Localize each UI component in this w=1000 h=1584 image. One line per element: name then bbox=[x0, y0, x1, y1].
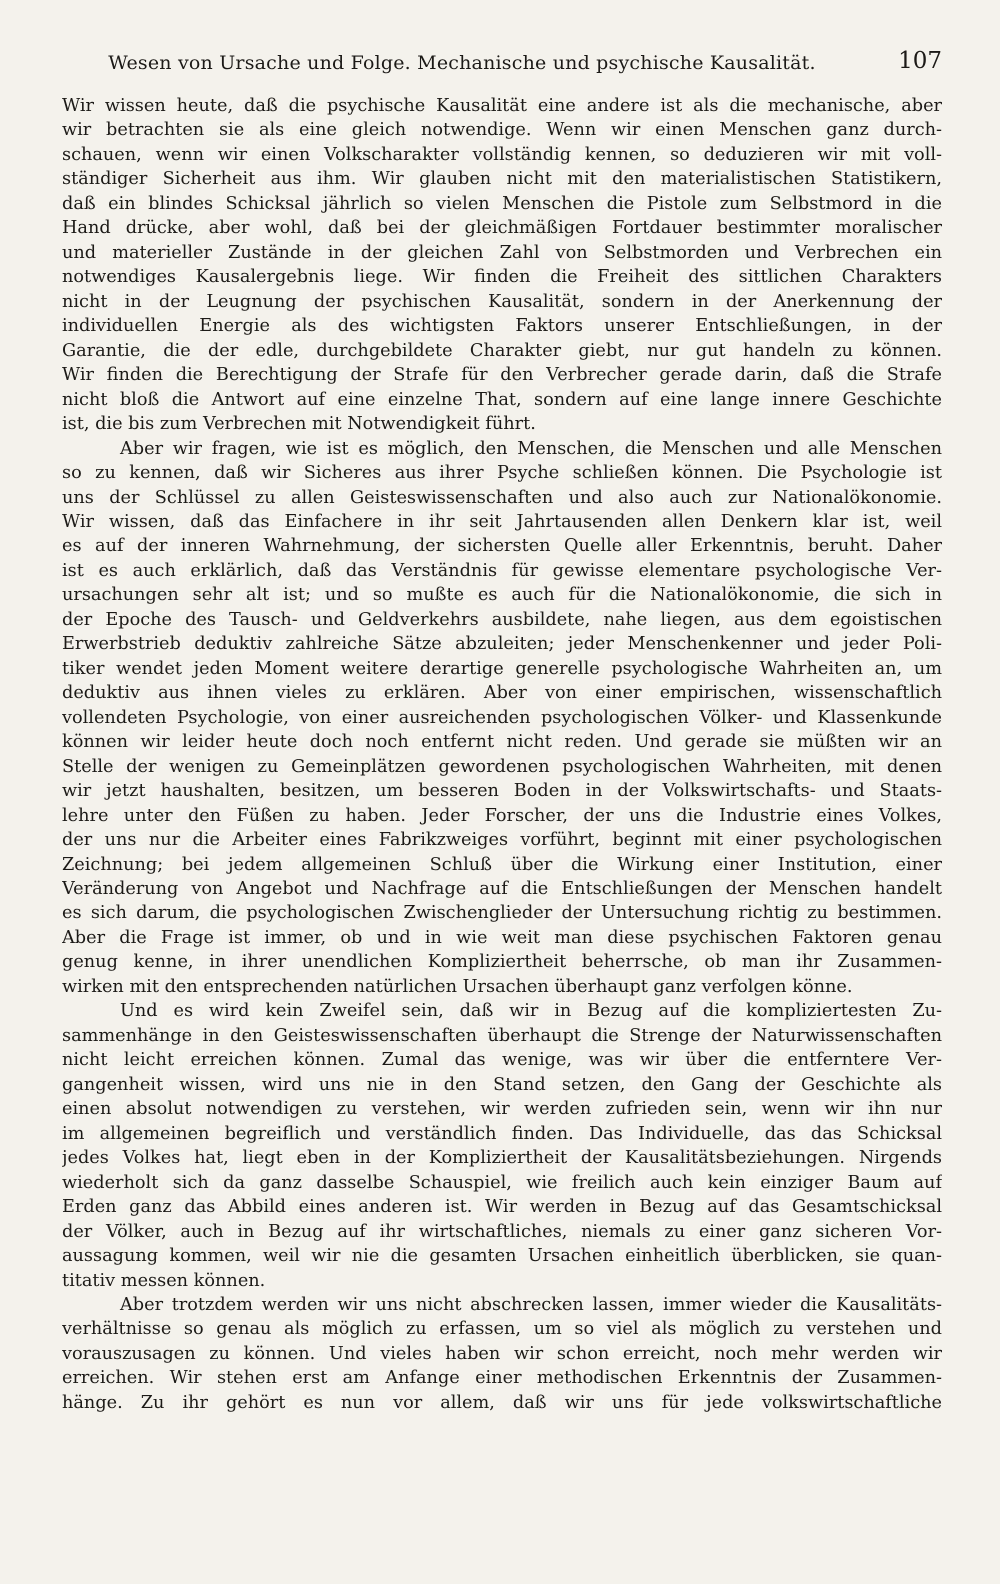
text-line: Wir wissen heute, daß die psychische Kausalität eine andere ist als die mechanische, aber bbox=[62, 96, 942, 116]
text-line: Wir wissen, daß das Einfachere in ihr seit Jahrtausenden allen Denkern klar ist, weil bbox=[62, 511, 942, 532]
text-line: ursachungen sehr alt ist; und so mußte es auch für die Nationalökonomie, die sich in bbox=[62, 585, 942, 606]
body-text bbox=[62, 94, 942, 1415]
text-line: aussagung kommen, weil wir nie die gesamten Ursachen einheitlich überblicken, sie quan- bbox=[62, 1246, 942, 1267]
text-line: nicht leicht erreichen können. Zumal das wenige, was wir über die entferntere Ver- bbox=[62, 1050, 942, 1071]
text-line: erreichen. Wir stehen erst am Anfange einer methodischen Erkenntnis der Zusammen- bbox=[62, 1368, 942, 1389]
text-line: Erwerbstrieb deduktiv zahlreiche Sätze abzuleiten; jeder Menschenkenner und jeder Poli- bbox=[62, 634, 942, 655]
text-line: es auf der inneren Wahrnehmung, der sichersten Quelle aller Erkenntnis, beruht. Daher bbox=[62, 536, 942, 557]
text-line: wir betrachten sie als eine gleich notwendige. Wenn wir einen Menschen ganz durch- bbox=[62, 120, 942, 141]
text-line: der uns nur die Arbeiter eines Fabrikzweiges vorführt, beginnt mit einer psychologischen bbox=[62, 830, 942, 851]
text-line: einen absolut notwendigen zu verstehen, wir werden zufrieden sein, wenn wir ihn nur bbox=[62, 1099, 942, 1120]
page-number: 107 bbox=[898, 48, 942, 74]
text-line: hänge. Zu ihr gehört es nun vor allem, daß wir uns für jede volkswirtschaftliche bbox=[62, 1392, 942, 1413]
text-line: genug kenne, in ihrer unendlichen Kompliziertheit beherrsche, ob man ihr Zusammen- bbox=[62, 952, 942, 973]
paragraph-start-line: Und es wird kein Zweifel sein, daß wir in Bezug auf die kompliziertesten Zu- bbox=[120, 1001, 942, 1022]
text-line: nicht bloß die Antwort auf eine einzelne That, sondern auf eine lange innere Geschichte bbox=[62, 389, 942, 410]
text-line: so zu kennen, daß wir Sicheres aus ihrer Psyche schließen können. Die Psychologie ist bbox=[62, 463, 942, 484]
text-line: Veränderung von Angebot und Nachfrage auf die Entschließungen der Menschen handelt bbox=[62, 879, 942, 899]
paragraph-start-line: Aber wir fragen, wie ist es möglich, den Menschen, die Menschen und alle Menschen bbox=[120, 438, 942, 459]
text-line: Wir finden die Berechtigung der Strafe für den Verbrecher gerade darin, daß die Strafe bbox=[62, 365, 942, 386]
text-line: vorauszusagen zu können. Und vieles haben wir schon erreicht, noch mehr werden wir bbox=[62, 1343, 942, 1364]
paragraph-end-line: wirken mit den entsprechenden natürlichen Ursachen überhaupt ganz verfolgen könne. bbox=[62, 976, 853, 997]
text-line: gangenheit wissen, wird uns nie in den Stand setzen, den Gang der Geschichte als bbox=[62, 1074, 942, 1095]
text-line: wir jetzt haushalten, besitzen, um besseren Boden in der Volkswirtschafts- und Staats- bbox=[62, 781, 942, 802]
text-line: schauen, wenn wir einen Volkscharakter vollständig kennen, so deduzieren wir mit voll- bbox=[62, 144, 942, 165]
text-line: individuellen Energie als des wichtigsten Faktors unserer Entschließungen, in der bbox=[62, 316, 942, 337]
text-line: vollendeten Psychologie, von einer ausreichenden psychologischen Völker- und Klassenkunde bbox=[62, 707, 942, 728]
text-line: ist es auch erklärlich, daß das Verständnis für gewisse elementare psychologische Ver- bbox=[62, 560, 942, 581]
text-line: daß ein blindes Schicksal jährlich so vielen Menschen die Pistole zum Selbstmord in die bbox=[62, 193, 942, 214]
text-line: der Epoche des Tausch- und Geldverkehrs ausbildete, nahe liegen, aus dem egoistischen bbox=[62, 609, 942, 630]
text-line: können wir leider heute doch noch entfernt nicht reden. Und gerade sie müßten wir an bbox=[62, 732, 942, 753]
text-line: der Völker, auch in Bezug auf ihr wirtschaftliches, niemals zu einer ganz sicheren Vor- bbox=[62, 1221, 942, 1242]
text-line: nicht in der Leugnung der psychischen Kausalität, sondern in der Anerkennung der bbox=[62, 291, 942, 312]
text-line: uns der Schlüssel zu allen Geisteswissenschaften und also auch zur Nationalökonomie. bbox=[62, 487, 942, 508]
text-line: jedes Volkes hat, liegt eben in der Kompliziertheit der Kausalitätsbeziehungen. Nirgends bbox=[62, 1148, 942, 1169]
paragraph-start-line: Aber trotzdem werden wir uns nicht abschrecken lassen, immer wieder die Kausalitäts- bbox=[120, 1294, 942, 1315]
text-line: wiederholt sich da ganz dasselbe Schauspiel, wie freilich auch kein einziger Baum auf bbox=[62, 1172, 942, 1193]
paragraph-end-line: ist, die bis zum Verbrechen mit Notwendigkeit führt. bbox=[62, 414, 536, 435]
text-line: Zeichnung; bei jedem allgemeinen Schluß über die Wirkung einer Institution, einer bbox=[62, 854, 942, 875]
text-line: und materieller Zustände in der gleichen Zahl von Selbstmorden und Verbrechen ein bbox=[62, 242, 942, 263]
text-line: Garantie, die der edle, durchgebildete Charakter giebt, nur gut handeln zu können. bbox=[62, 340, 942, 361]
text-line: Stelle der wenigen zu Gemeinplätzen gewordenen psychologischen Wahrheiten, mit denen bbox=[62, 756, 942, 777]
text-line: lehre unter den Füßen zu haben. Jeder Forscher, der uns die Industrie eines Volkes, bbox=[62, 805, 942, 826]
text-line: notwendiges Kausalergebnis liege. Wir finden die Freiheit des sittlichen Charakters bbox=[62, 267, 942, 288]
text-line: im allgemeinen begreiflich und verständlich finden. Das Individuelle, das das Schicksal bbox=[62, 1123, 942, 1144]
text-line: verhältnisse so genau als möglich zu erfassen, um so viel als möglich zu verstehen und bbox=[62, 1319, 942, 1340]
running-head: Wesen von Ursache und Folge. Mechanische und psychische Kausalität. bbox=[108, 52, 816, 74]
paragraph-end-line: titativ messen können. bbox=[62, 1270, 266, 1291]
text-line: Aber die Frage ist immer, ob und in wie weit man diese psychischen Faktoren genau bbox=[62, 927, 942, 948]
text-line: Erden ganz das Abbild eines anderen ist. Wir werden in Bezug auf das Gesamtschicksal bbox=[62, 1197, 942, 1218]
text-line: ständiger Sicherheit aus ihm. Wir glauben nicht mit den materialistischen Statistikern, bbox=[62, 169, 942, 190]
text-line: Hand drücke, aber wohl, daß bei der gleichmäßigen Fortdauer bestimmter moralischer bbox=[62, 218, 942, 239]
text-line: tiker wendet jeden Moment weitere derartige generelle psychologische Wahrheiten an, um bbox=[62, 658, 942, 679]
text-line: deduktiv aus ihnen vieles zu erklären. Aber von einer empirischen, wissenschaftlich bbox=[62, 683, 942, 704]
page-header bbox=[62, 46, 942, 82]
text-line: sammenhänge in den Geisteswissenschaften überhaupt die Strenge der Naturwissenschaften bbox=[62, 1025, 942, 1046]
text-line: es sich darum, die psychologischen Zwischenglieder der Untersuchung richtig zu bestimmen. bbox=[62, 903, 942, 924]
